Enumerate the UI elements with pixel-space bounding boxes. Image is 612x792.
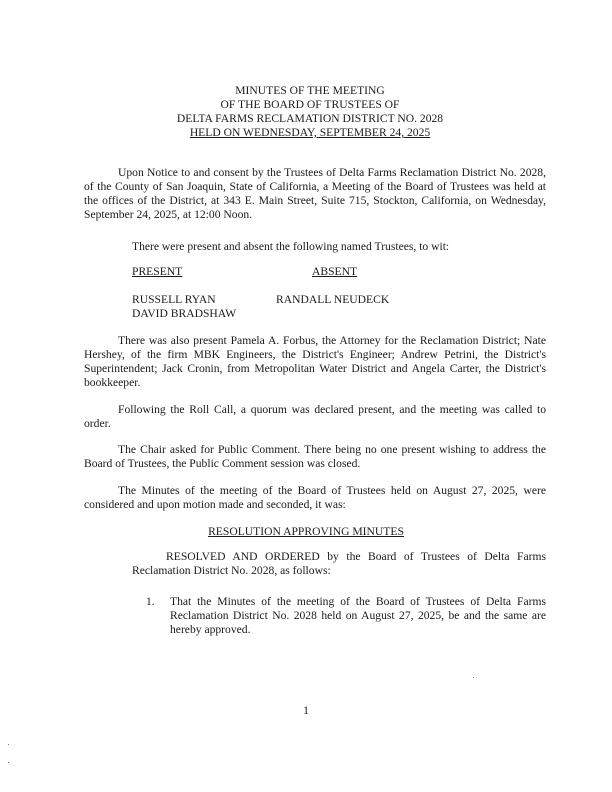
minutes-intro-paragraph: The Minutes of the meeting of the Board of Trustees held on August 27, 2025, were considered and upon motion made and seconded, it was: bbox=[84, 484, 546, 511]
present-trustee: DAVID BRADSHAW bbox=[132, 307, 237, 320]
title-line-2: OF THE BOARD OF TRUSTEES OF bbox=[220, 98, 400, 111]
item-text: That the Minutes of the meeting of the Board of Trustees of Delta Farms Reclamation District No. 2028 held on August 27, 2025, be and the same are hereby approved. bbox=[170, 595, 546, 636]
public-comment-paragraph: The Chair asked for Public Comment. There being no one present wishing to address the Board of Trustees, the Public Comment session was closed. bbox=[84, 443, 546, 470]
item-number: 1. bbox=[146, 595, 155, 608]
also-present-paragraph: There was also present Pamela A. Forbus, the Attorney for the Reclamation District; Nate Hershey, of the firm MBK Engineers, the District's Engineer; Andrew Petrini, the District's Superintendent; Jack Cronin, from Metropolitan Water District and Angela Carter, the District's bookkeeper. bbox=[84, 334, 546, 389]
resolved-paragraph: RESOLVED AND ORDERED by the Board of Trustees of Delta Farms Reclamation District No. 2028, as follows: bbox=[132, 550, 546, 577]
title-line-3: DELTA FARMS RECLAMATION DISTRICT NO. 2028 bbox=[176, 112, 444, 125]
absent-trustee: RANDALL NEUDECK bbox=[276, 293, 390, 306]
scan-speck bbox=[473, 677, 474, 678]
quorum-paragraph: Following the Roll Call, a quorum was declared present, and the meeting was called to order. bbox=[84, 403, 546, 430]
scan-speck bbox=[8, 762, 9, 763]
intro-paragraph: Upon Notice to and consent by the Trustees of Delta Farms Reclamation District No. 2028, of the County of San Joaquin, State of California, a Meeting of the Board of Trustees was held at the offices of the District, at 343 E. Main Street, Suite 715, Stockton, California, on Wednesday, September 24, 2025, at 12:00 Noon. bbox=[84, 166, 546, 221]
title-line-1: MINUTES OF THE MEETING bbox=[235, 84, 385, 97]
title-line-4: HELD ON WEDNESDAY, SEPTEMBER 24, 2025 bbox=[189, 126, 431, 139]
resolution-heading: RESOLUTION APPROVING MINUTES bbox=[208, 525, 404, 538]
scan-speck bbox=[8, 744, 9, 745]
page-number: 1 bbox=[303, 704, 309, 717]
document-title bbox=[80, 84, 540, 140]
present-trustee: RUSSELL RYAN bbox=[132, 293, 216, 306]
absent-header: ABSENT bbox=[312, 265, 358, 278]
roll-statement: There were present and absent the following named Trustees, to wit: bbox=[132, 240, 450, 253]
present-header: PRESENT bbox=[132, 265, 183, 278]
